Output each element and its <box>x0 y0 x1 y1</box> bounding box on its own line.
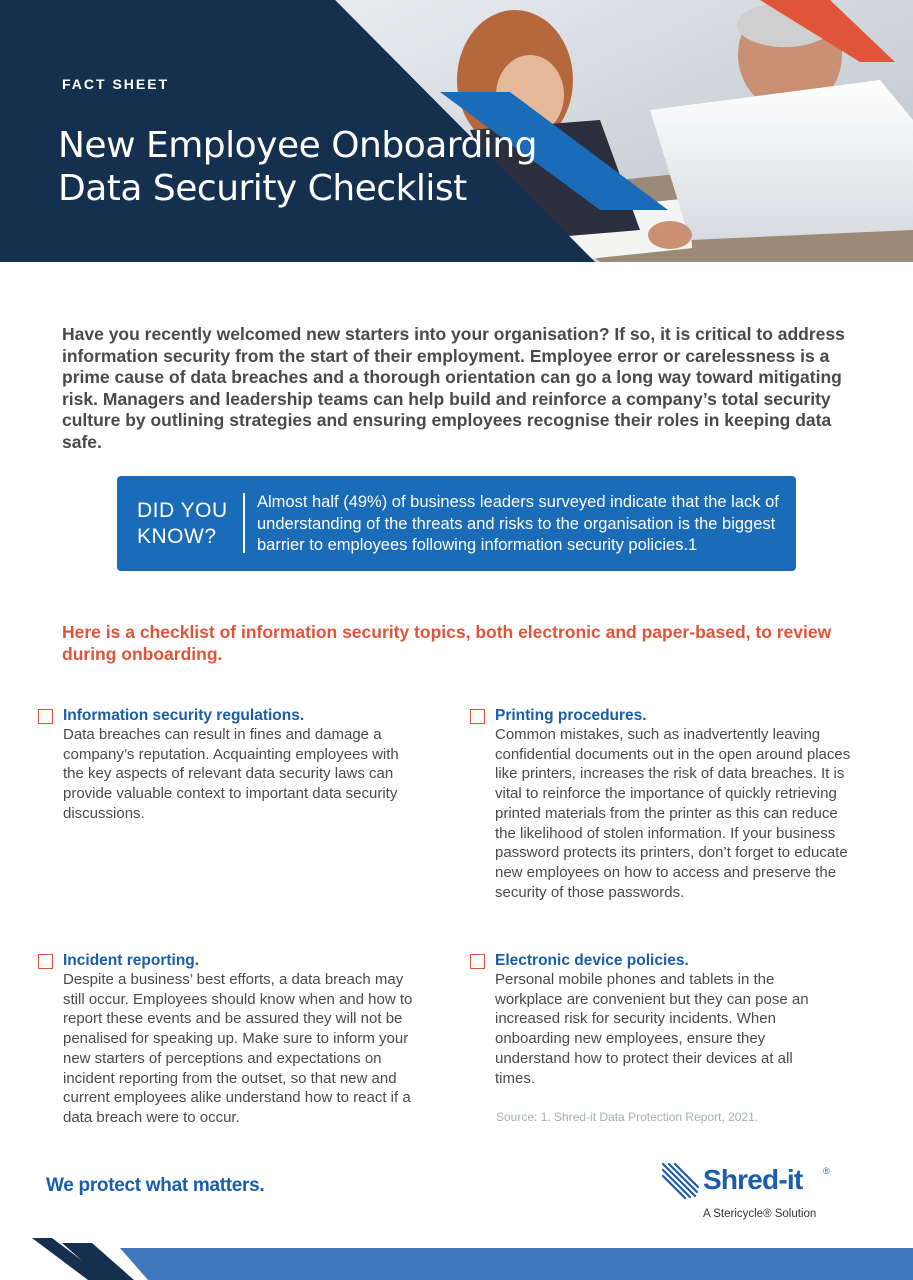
did-you-know-heading <box>137 498 237 550</box>
did-you-know-callout <box>117 476 796 571</box>
checkbox-icon[interactable] <box>470 954 485 969</box>
source-citation: Source: 1. Shred-it Data Protection Report, 2021. <box>496 1110 759 1124</box>
did-you-know-heading-line-2: KNOW? <box>137 525 217 548</box>
logo-registered-mark: ® <box>823 1166 830 1176</box>
checkbox-icon[interactable] <box>38 954 53 969</box>
callout-divider <box>243 493 245 553</box>
shred-stripes-icon <box>660 1160 700 1200</box>
checklist-item-body: Despite a business’ best efforts, a data breach may still occur. Employees should know when and how to report these events and be assured they will not be penalised for speaking up. Make sure to inform your new starters of perceptions and expectations on incident reporting from the outset, so that new and current employees alike understand how to react if a data breach were to occur. <box>63 971 413 1126</box>
header-banner <box>0 0 913 262</box>
tagline: We protect what matters. <box>46 1175 265 1196</box>
checkbox-icon[interactable] <box>38 709 53 724</box>
checklist-item-body: Common mistakes, such as inadvertently leaving confidential documents out in the open around places like printers, increases the risk of data breaches. It is vital to reinforce the importance of quickly retrieving printed materials from the printer as this can reduce the likelihood of stolen information. If your business password protects its printers, don’t forget to educate new employees on how to access and preserve the security of those passwords. <box>495 726 851 901</box>
checklist-intro: Here is a checklist of information security topics, both electronic and paper-based, to review during onboarding. <box>62 622 832 664</box>
checklist-item-title: Printing procedures. <box>495 707 647 724</box>
page-title <box>58 124 537 210</box>
checklist-item-title: Electronic device policies. <box>495 952 689 969</box>
checklist-item-title: Information security regulations. <box>63 707 305 724</box>
checklist-item-body: Personal mobile phones and tablets in the workplace are convenient but they can pose an increased risk for security incidents. When onboarding new employees, ensure they understand how to protect their devices at all times. <box>495 971 809 1087</box>
checkbox-icon[interactable] <box>470 709 485 724</box>
logo-subtitle: A Stericycle® Solution <box>703 1208 817 1220</box>
page-title-line-1: New Employee Onboarding <box>58 125 537 166</box>
intro-paragraph: Have you recently welcomed new starters into your organisation? If so, it is critical to address information security from the start of their employment. Employee error or carelessness is a prime cause of data breaches and a thorough orientation can go a long way toward mitigating risk. Managers and leadership teams can help build and reinforce a company’s total security culture by outlining strategies and ensuring employees recognise their roles in keeping data safe. <box>62 324 845 452</box>
checklist-item-body: Data breaches can result in fines and damage a company’s reputation. Acquainting employees with the key aspects of relevant data security laws can provide valuable context to important data security discussions. <box>63 726 399 822</box>
did-you-know-heading-line-1: DID YOU <box>137 499 228 522</box>
shred-it-logo <box>660 1160 860 1230</box>
footer-band <box>0 1238 913 1280</box>
checklist-item-title: Incident reporting. <box>63 952 200 969</box>
fact-sheet-label: FACT SHEET <box>62 76 170 92</box>
page-title-line-2: Data Security Checklist <box>58 168 467 209</box>
did-you-know-body: Almost half (49%) of business leaders surveyed indicate that the lack of understanding of the threats and risks to the organisation is the biggest barrier to employees following information security policies.1 <box>257 493 779 554</box>
logo-wordmark: Shred-it <box>703 1164 803 1195</box>
